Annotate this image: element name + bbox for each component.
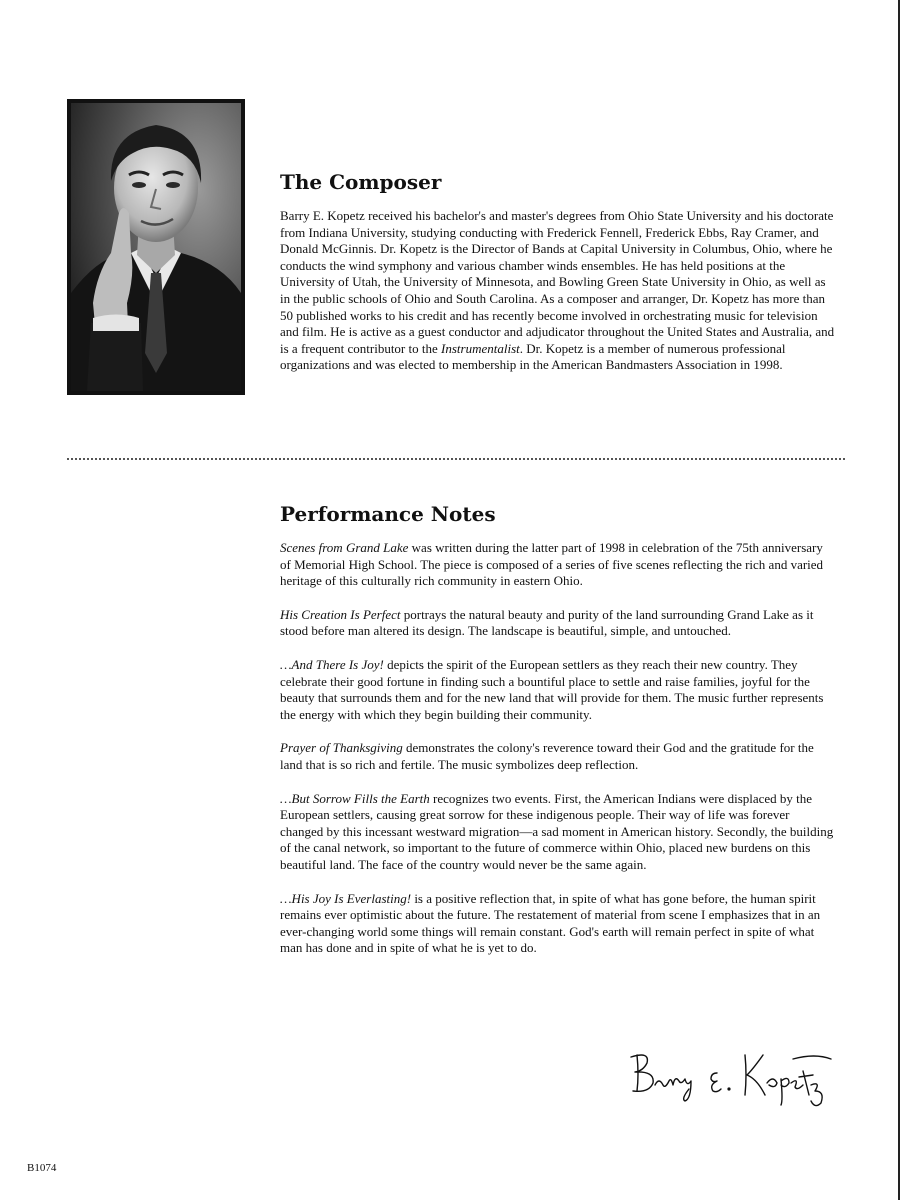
signature-image (625, 1045, 835, 1110)
performance-notes-title: Performance Notes (280, 502, 496, 526)
composer-bio-text-end: . Dr. Kopetz is a member of numerous professional organizations and was elected to membership in the American Bandmasters Association in 1998. (280, 340, 786, 373)
notes-paragraph (280, 791, 836, 874)
notes-scene-title: Prayer of Thanksgiving (280, 740, 403, 756)
notes-paragraph-text: is a positive reflection that, in spite of what has gone before, the human spirit remains ever optimistic about the future. The restatement of material from scene I emphasizes that in an ever-changing world some things will remain constant. God's earth will remain perfect in spite of what man has done and in spite of what he is yet to do. (280, 890, 821, 956)
notes-scene-title: Scenes from Grand Lake (280, 540, 409, 555)
notes-paragraph-text: demonstrates the colony's reverence toward their God and the gratitude for the land that is so rich and fertile. The music symbolizes deep reflection. (280, 740, 814, 772)
composer-photo (67, 99, 245, 395)
notes-paragraph-text: was written during the latter part of 1998 in celebration of the 75th anniversary of Memorial High School. The piece is composed of a series of five scenes reflecting the rich and varied heritage of this culturally rich community in eastern Ohio. (280, 540, 824, 589)
notes-scene-title: …And There Is Joy! (280, 656, 384, 672)
performance-notes-body (280, 540, 836, 974)
notes-scene-title: …But Sorrow Fills the Earth (280, 790, 430, 806)
composer-bio (280, 208, 836, 374)
composer-section-title: The Composer (280, 170, 442, 194)
notes-paragraph (280, 740, 836, 773)
notes-paragraph (280, 540, 836, 590)
section-divider (67, 458, 845, 460)
notes-paragraph (280, 891, 836, 957)
notes-paragraph-text: portrays the natural beauty and purity of the land surrounding Grand Lake as it stood before man altered its design. The landscape is beautiful, simple, and untouched. (280, 606, 814, 639)
composer-bio-text: Barry E. Kopetz received his bachelor's and master's degrees from Ohio State University and his doctorate from Indiana University, studying conducting with Frederick Fennell, Frederick Ebbs, Ray Cramer, and Donald McGinnis. Dr. Kopetz is the Director of Bands at Capital University in Columbus, Ohio, where he conducts the wind symphony and various chamber winds ensembles. He has held positions at the University of Utah, the University of Minnesota, and Bowling Green State University in Ohio, as well as in the public schools of Ohio and South Carolina. As a composer and arranger, Dr. Kopetz has more than 50 published works to his credit and has recently become involved in orchestrating music for television and film. He is active as a guest conductor and adjudicator throughout the United States and Australia, and is a frequent contributor to the (280, 208, 835, 356)
notes-paragraph (280, 657, 836, 723)
notes-paragraph (280, 607, 836, 640)
composer-portrait-image (71, 103, 241, 391)
notes-paragraph-text: depicts the spirit of the European settlers as they reach their new country. They celebrate their good fortune in finding such a bountiful place to settle and raise families, joyful for the beauty that surrounds them and for the new land that will provide for them. The music further represents the energy with which they begin building their community. (280, 656, 824, 722)
composer-bio-publication: Instrumentalist (441, 340, 520, 356)
notes-scene-title: His Creation Is Perfect (280, 606, 401, 622)
notes-scene-title: …His Joy Is Everlasting! (280, 890, 412, 906)
composer-signature (625, 1045, 835, 1110)
catalog-code: B1074 (27, 1162, 57, 1174)
notes-paragraph-text: recognizes two events. First, the American Indians were displaced by the European settlers, causing great sorrow for these indigenous people. Their way of life was forever changed by this incessant westward migration—a sad moment in American history. Secondly, the building of the canal network, so important to the future of commerce within Ohio, placed new burdens on this beautiful land. The face of the country would never be the same again. (280, 790, 834, 872)
